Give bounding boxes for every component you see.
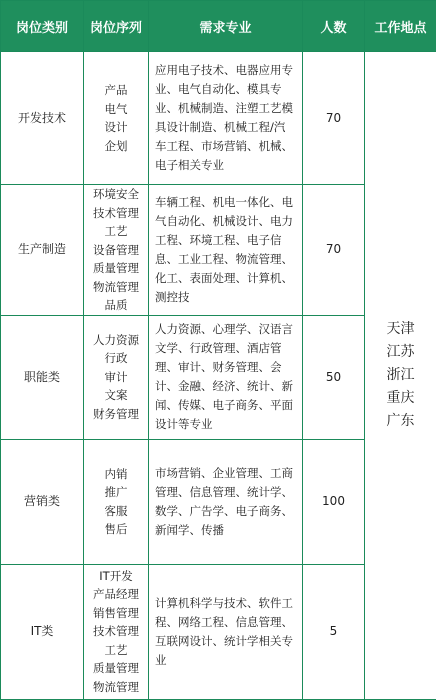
sequence-item: 销售管理	[84, 604, 148, 623]
row-category: IT类	[1, 564, 84, 699]
sequence-item: 品质	[84, 296, 148, 315]
header-majors: 需求专业	[149, 1, 303, 52]
location-item: 浙江	[365, 364, 436, 387]
sequence-item: 客服	[84, 502, 148, 521]
header-count: 人数	[303, 1, 365, 52]
row-count: 50	[303, 315, 365, 439]
sequence-item: 设备管理	[84, 241, 148, 260]
location-item: 重庆	[365, 387, 436, 410]
sequence-item: 人力资源	[84, 331, 148, 350]
sequence-item: 质量管理	[84, 659, 148, 678]
sequence-item: IT开发	[84, 567, 148, 586]
sequence-item: 企划	[84, 137, 148, 156]
row-sequence	[84, 315, 149, 439]
sequence-item: 环境安全	[84, 185, 148, 204]
sequence-item: 电气	[84, 100, 148, 119]
row-sequence	[84, 439, 149, 564]
sequence-item: 技术管理	[84, 204, 148, 223]
row-category: 职能类	[1, 315, 84, 439]
row-majors: 计算机科学与技术、软件工程、网络工程、信息管理、互联网设计、统计学相关专业	[149, 564, 303, 699]
sequence-item: 文案	[84, 386, 148, 405]
sequence-item: 产品经理	[84, 585, 148, 604]
row-count: 70	[303, 52, 365, 185]
sequence-item: 审计	[84, 368, 148, 387]
row-count: 70	[303, 185, 365, 316]
sequence-item: 工艺	[84, 641, 148, 660]
sequence-item: 质量管理	[84, 259, 148, 278]
sequence-item: 产品	[84, 81, 148, 100]
sequence-item: 工艺	[84, 222, 148, 241]
sequence-item: 行政	[84, 349, 148, 368]
row-count: 100	[303, 439, 365, 564]
header-sequence: 岗位序列	[84, 1, 149, 52]
header-category: 岗位类别	[1, 1, 84, 52]
row-count: 5	[303, 564, 365, 699]
location-item: 江苏	[365, 341, 436, 364]
table-header-row	[1, 1, 436, 52]
sequence-item: 售后	[84, 520, 148, 539]
row-sequence	[84, 52, 149, 185]
row-majors: 人力资源、心理学、汉语言文学、行政管理、酒店管理、审计、财务管理、会计、金融、经济、统计、新闻、传媒、电子商务、平面设计等专业	[149, 315, 303, 439]
sequence-item: 物流管理	[84, 278, 148, 297]
row-majors: 车辆工程、机电一体化、电气自动化、机械设计、电力工程、环境工程、电子信息、工业工程、物流管理、化工、表面处理、计算机、测控技	[149, 185, 303, 316]
row-category: 开发技术	[1, 52, 84, 185]
location-item: 广东	[365, 410, 436, 433]
sequence-item: 物流管理	[84, 678, 148, 697]
row-majors: 市场营销、企业管理、工商管理、信息管理、统计学、数学、广告学、电子商务、新闻学、传播	[149, 439, 303, 564]
row-majors: 应用电子技术、电器应用专业、电气自动化、模具专业、机械制造、注塑工艺模具设计制造、机械工程/汽车工程、市场营销、机械、电子相关专业	[149, 52, 303, 185]
row-sequence	[84, 185, 149, 316]
location-item: 天津	[365, 318, 436, 341]
work-location	[365, 52, 436, 700]
sequence-item: 财务管理	[84, 405, 148, 424]
row-category: 营销类	[1, 439, 84, 564]
sequence-item: 内销	[84, 465, 148, 484]
sequence-item: 设计	[84, 118, 148, 137]
sequence-item: 推广	[84, 483, 148, 502]
row-sequence	[84, 564, 149, 699]
row-category: 生产制造	[1, 185, 84, 316]
sequence-item: 技术管理	[84, 622, 148, 641]
table-row	[1, 52, 436, 185]
header-location: 工作地点	[365, 1, 436, 52]
